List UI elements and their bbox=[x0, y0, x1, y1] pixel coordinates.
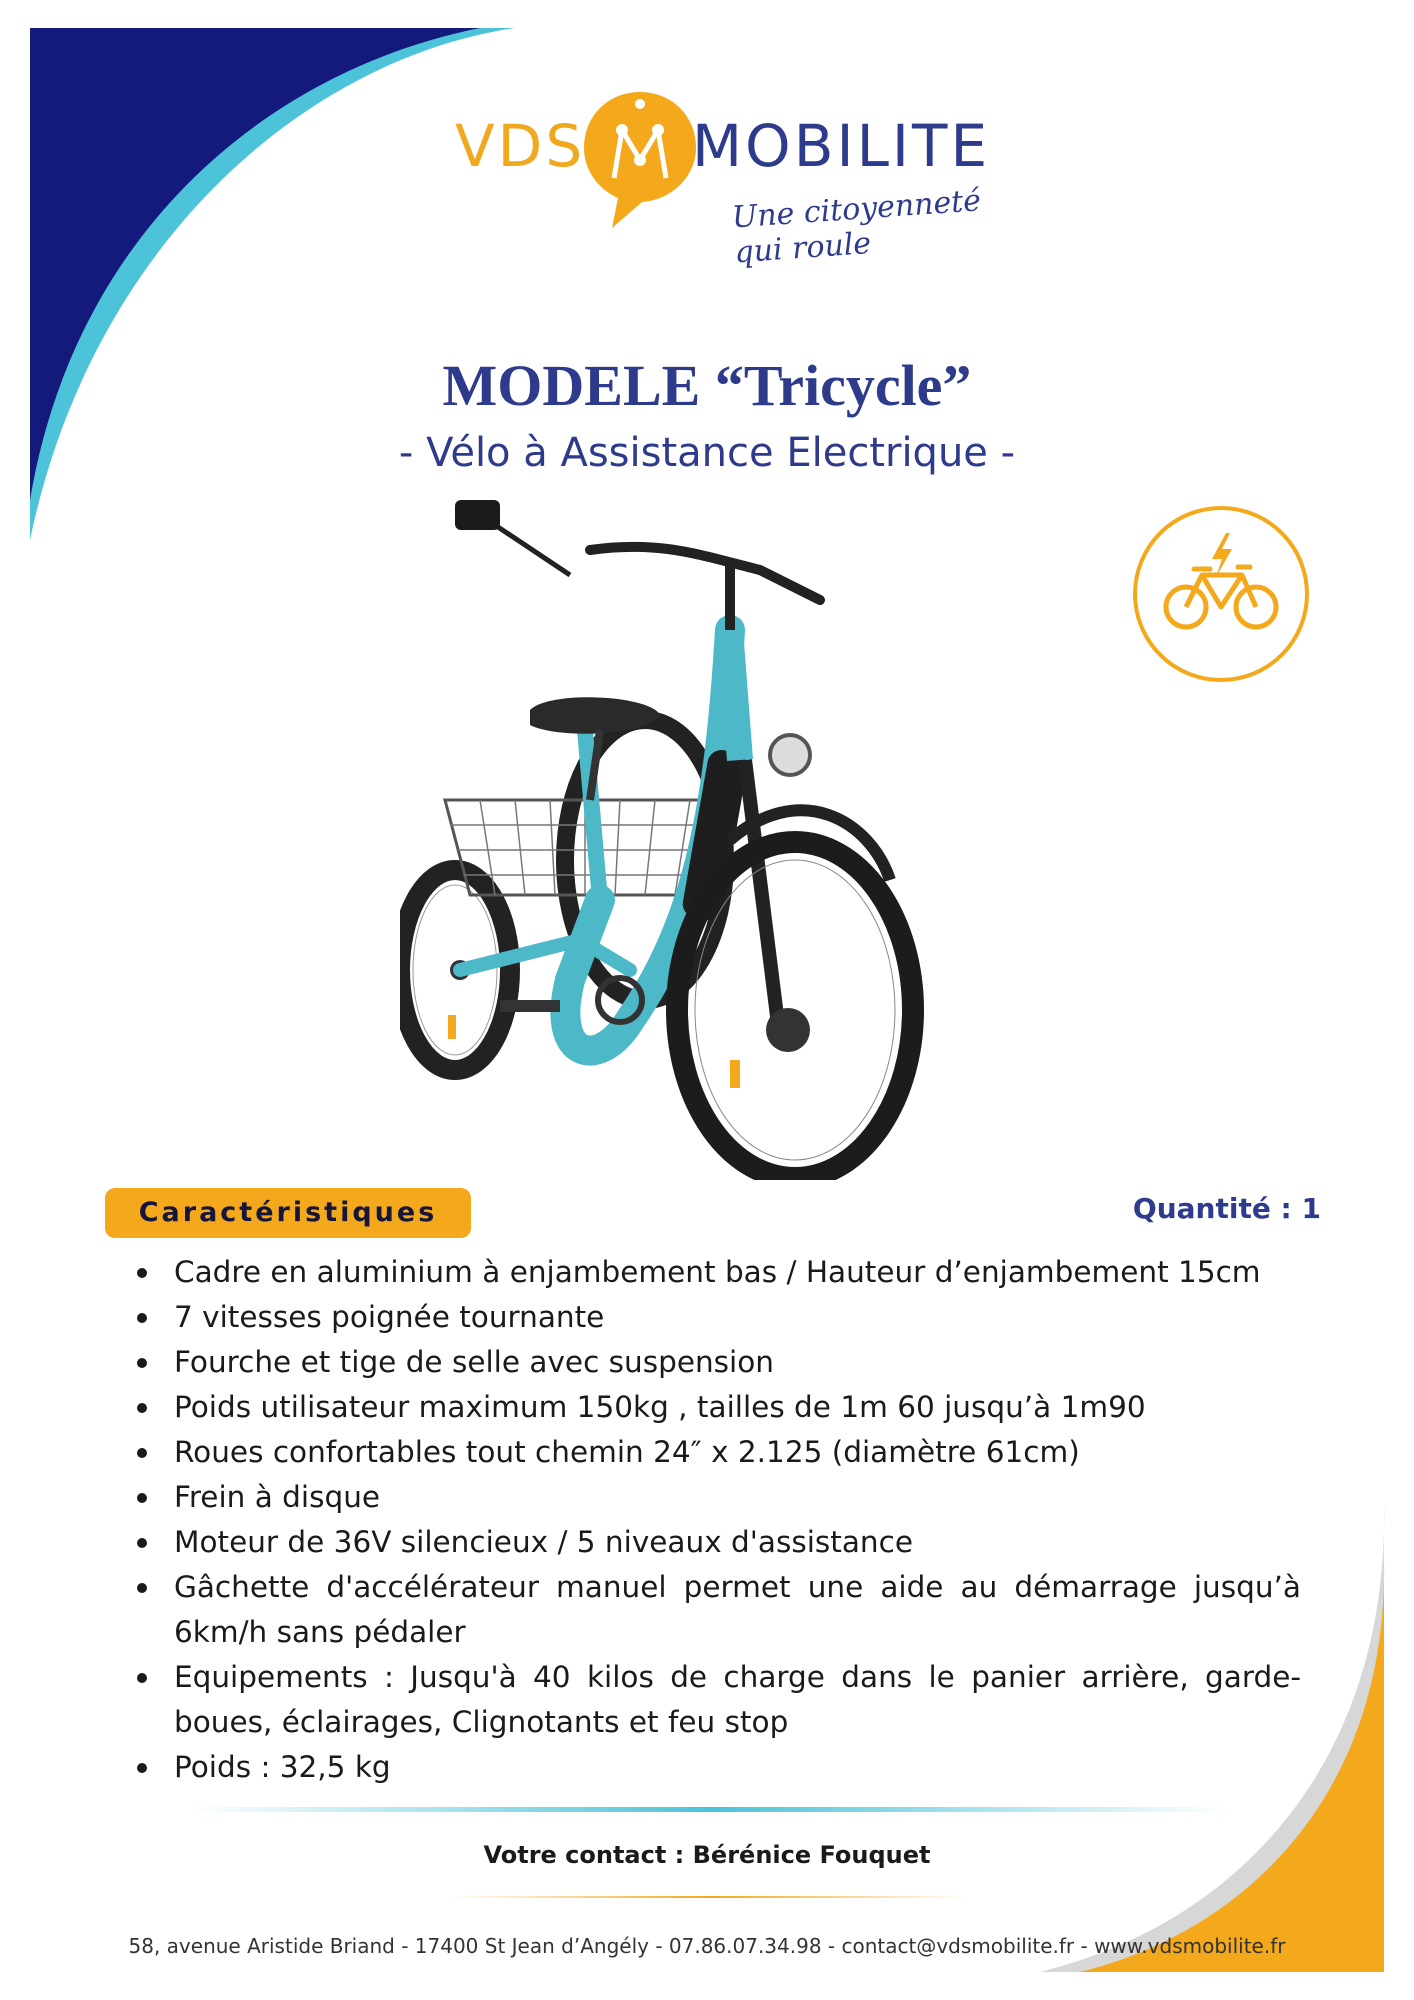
quantity-label: Quantité : 1 bbox=[1132, 1192, 1321, 1225]
list-item: Cadre en aluminium à enjambement bas / Hauteur d’enjambement 15cm bbox=[135, 1250, 1301, 1295]
footer-address: 58, avenue Aristide Briand - 17400 St Jean d’Angély - 07.86.07.34.98 - contact@vdsmobilite.fr - www.vdsmobilite.fr bbox=[128, 1934, 1286, 1958]
list-item: Poids utilisateur maximum 150kg , tailles de 1m 60 jusqu’à 1m90 bbox=[135, 1385, 1301, 1430]
list-item: Frein à disque bbox=[135, 1475, 1301, 1520]
list-item: Equipements : Jusqu'à 40 kilos de charge dans le panier arrière, garde-boues, éclairages, Clignotants et feu stop bbox=[135, 1655, 1301, 1745]
logo-vds-text: VDS bbox=[455, 112, 586, 180]
characteristics-badge: Caractéristiques bbox=[105, 1188, 471, 1238]
logo-bubble bbox=[580, 90, 700, 230]
logo bbox=[455, 90, 1035, 271]
page-title: MODELE “Tricycle” bbox=[442, 353, 972, 418]
contact-line: Votre contact : Bérénice Fouquet bbox=[483, 1841, 931, 1869]
characteristics-list bbox=[135, 1250, 1301, 1790]
logo-tagline: Une citoyenneté qui roule bbox=[730, 183, 983, 271]
list-item: Moteur de 36V silencieux / 5 niveaux d'assistance bbox=[135, 1520, 1301, 1565]
logo-mobilite-text: MOBILITE bbox=[692, 112, 991, 180]
list-item: Fourche et tige de selle avec suspension bbox=[135, 1340, 1301, 1385]
cyan-divider bbox=[190, 1806, 1230, 1814]
list-item: Gâchette d'accélérateur manuel permet une aide au démarrage jusqu’à 6km/h sans pédaler bbox=[135, 1565, 1301, 1655]
orange-divider bbox=[450, 1895, 970, 1900]
list-item: Roues confortables tout chemin 24″ x 2.125 (diamètre 61cm) bbox=[135, 1430, 1301, 1475]
list-item: Poids : 32,5 kg bbox=[135, 1745, 1301, 1790]
e-bike-icon bbox=[1130, 503, 1312, 685]
page-subtitle: - Vélo à Assistance Electrique - bbox=[398, 430, 1016, 476]
list-item: 7 vitesses poignée tournante bbox=[135, 1295, 1301, 1340]
bike-photo bbox=[400, 500, 1010, 1180]
